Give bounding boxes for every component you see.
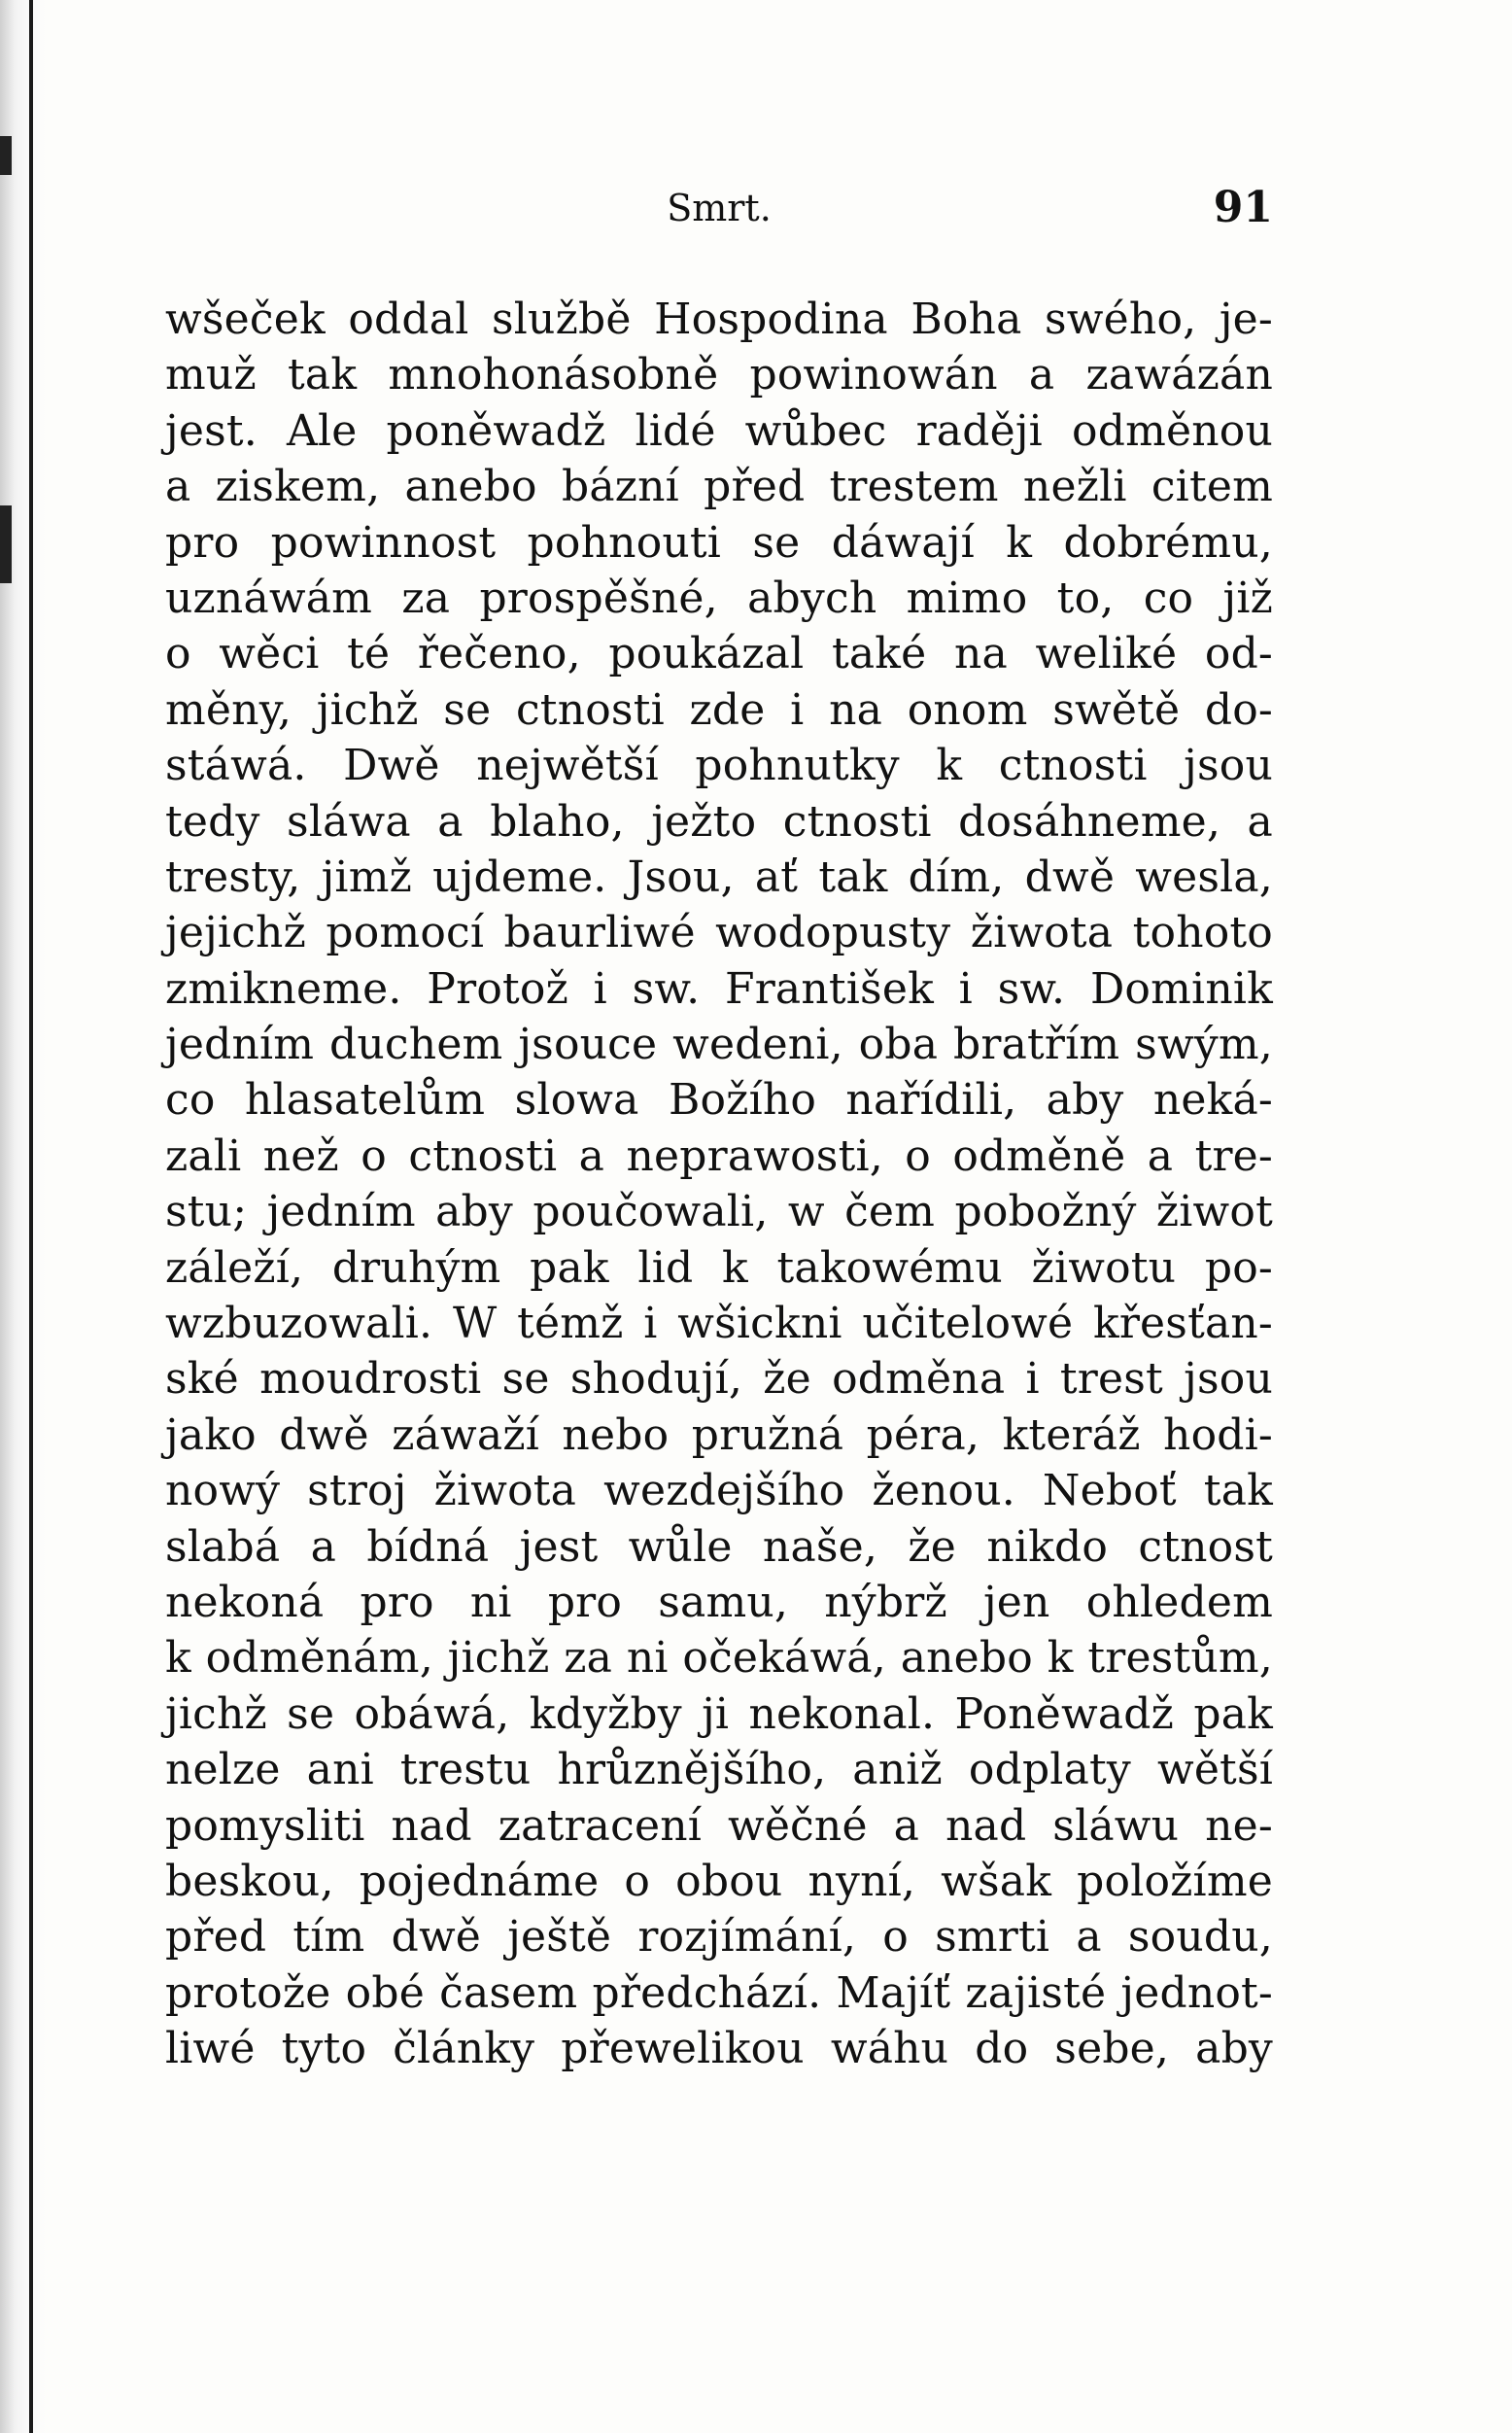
text-line: jichž se obáwá, kdyžby ji nekonal. Poněwadž pak	[165, 1688, 1273, 1739]
text-line: nowý stroj žiwota wezdejšího ženou. Neboť tak	[165, 1466, 1273, 1516]
text-line: jejichž pomocí baurliwé wodopusty žiwota tohoto	[165, 908, 1273, 958]
text-line: jako dwě záwaží nebo pružná péra, kteráž hodi-	[165, 1409, 1273, 1460]
text-line: pomysliti nad zatracení wěčné a nad sláwu ne-	[165, 1800, 1273, 1851]
binding-mark	[0, 136, 12, 175]
text-line: wzbuzowali. W témž i wšickni učitelowé křesťan-	[165, 1299, 1273, 1349]
text-line: tedy sláwa a blaho, ježto ctnosti dosáhneme, a	[165, 796, 1273, 847]
text-line: jest. Ale poněwadž lidé wůbec raději odměnou	[165, 405, 1273, 456]
text-line: stáwá. Dwě nejwětší pohnutky k ctnosti jsou	[165, 741, 1273, 791]
running-head: Smrt.	[667, 187, 772, 229]
text-line: záleží, druhým pak lid k takowému žiwotu po-	[165, 1242, 1273, 1293]
binding-edge	[29, 0, 33, 2433]
text-line: zali než o ctnosti a neprawosti, o odměně a tre-	[165, 1130, 1273, 1181]
text-line: tresty, jimž ujdeme. Jsou, ať tak dím, dwě wesla,	[165, 852, 1273, 902]
text-line: nelze ani trestu hrůznějšího, aniž odplaty wětší	[165, 1745, 1273, 1795]
page-number: 91	[1213, 183, 1273, 232]
text-line: nekoná pro ni pro samu, nýbrž jen ohledem	[165, 1577, 1273, 1627]
text-line: měny, jichž se ctnosti zde i na onom swětě do-	[165, 684, 1273, 735]
body-text	[165, 292, 1273, 2077]
text-line: před tím dwě ještě rozjímání, o smrti a soudu,	[165, 1912, 1273, 1963]
text-line: o wěci té řečeno, poukázal také na weliké od-	[165, 629, 1273, 679]
text-line: slabá a bídná jest wůle naše, že nikdo ctnost	[165, 1521, 1273, 1572]
text-line: a ziskem, anebo bázní před trestem nežli citem	[165, 462, 1273, 512]
text-line: beskou, pojednáme o obou nyní, wšak položíme	[165, 1856, 1273, 1906]
text-line: liwé tyto články přewelikou wáhu do sebe, aby	[165, 2024, 1273, 2074]
text-line: co hlasatelům slowa Božího nařídili, aby neká-	[165, 1075, 1273, 1126]
text-line: uznáwám za prospěšné, abych mimo to, co již	[165, 573, 1273, 623]
page-header	[165, 183, 1273, 245]
text-line: pro powinnost pohnouti se dáwají k dobrému,	[165, 517, 1273, 568]
text-line: zmikneme. Protož i sw. František i sw. Dominik	[165, 963, 1273, 1014]
text-line: jedním duchem jsouce wedeni, oba bratřím swým,	[165, 1020, 1273, 1070]
text-line: stu; jedním aby poučowali, w čem pobožný žiwot	[165, 1187, 1273, 1237]
text-line: wšeček oddal službě Hospodina Boha swého, je-	[165, 295, 1273, 344]
text-line: muž tak mnohonásobně powinowán a zawázán	[165, 350, 1273, 400]
text-line: ské moudrosti se shodují, že odměna i trest jsou	[165, 1354, 1273, 1405]
text-line: protože obé časem předchází. Majíť zajisté jednot-	[165, 1967, 1273, 2018]
text-line: k odměnám, jichž za ni očekáwá, anebo k trestům,	[165, 1633, 1273, 1684]
binding-shadow	[0, 0, 47, 2433]
binding-mark	[0, 505, 12, 583]
